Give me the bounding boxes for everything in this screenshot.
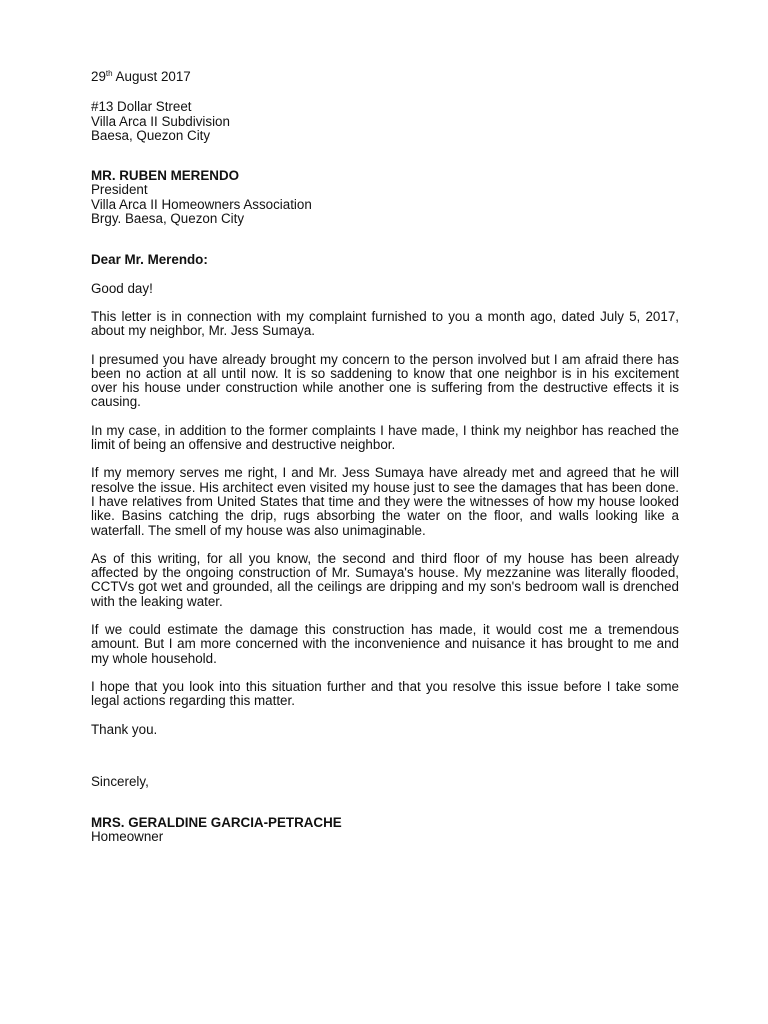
sender-address-line: #13 Dollar Street — [91, 99, 192, 115]
body-paragraph: I presumed you have already brought my concern to the person involved but I am afraid there has been no action at all until now. It is so saddening to know that one neighbor is in his excitement over his house under construction while another one is suffering from the destructive effects it is causing. — [91, 351, 679, 410]
recipient-block — [91, 169, 679, 226]
recipient-line: Brgy. Baesa, Quezon City — [91, 211, 245, 227]
letter-body — [91, 70, 679, 845]
sender-address — [91, 100, 679, 143]
date-day: 29 — [91, 69, 106, 84]
date-rest: August 2017 — [112, 69, 191, 84]
greeting: Good day! — [91, 280, 153, 296]
body-paragraph: In my case, in addition to the former complaints I have made, I think my neighbor has reached the limit of being an offensive and destructive neighbor. — [91, 422, 679, 453]
salutation: Dear Mr. Merendo: — [91, 252, 208, 268]
recipient-line: President — [91, 182, 148, 198]
sender-address-line: Baesa, Quezon City — [91, 127, 211, 143]
body-paragraph: I hope that you look into this situation further and that you resolve this issue before I take some legal actions regarding this matter. — [91, 678, 679, 709]
body-paragraph: This letter is in connection with my complaint furnished to you a month ago, dated July 5, 2017, about my neighbor, Mr. Jess Sumaya. — [91, 308, 679, 339]
recipient-name: MR. RUBEN MERENDO — [91, 168, 240, 184]
body-paragraph: If we could estimate the damage this construction has made, it would cost me a tremendous amount. But I am more concerned with the inconvenience and nuisance it has brought to me and my whole household. — [91, 622, 679, 666]
date-suffix: th — [105, 69, 113, 78]
body-paragraph: As of this writing, for all you know, the second and third floor of my house has been already affected by the ongoing construction of Mr. Sumaya's house. My mezzanine was literally flooded, CCTVs got wet and grounded, all the ceilings are dripping and my son's bedroom wall is drenched with the leaking water. — [91, 550, 679, 609]
thanks-line: Thank you. — [91, 721, 158, 737]
letter-date — [91, 70, 679, 84]
body-paragraph: If my memory serves me right, I and Mr. Jess Sumaya have already met and agreed that he will resolve the issue. His architect even visited my house just to see the damages that has been done. I have relatives from United States that time and they were the witnesses of how my house looked like. Basins catching the drip, rugs absorbing the water on the floor, and walls looking like a waterfall. The smell of my house was also unimaginable. — [91, 465, 679, 538]
signatory-title: Homeowner — [91, 829, 164, 845]
recipient-line: Villa Arca II Homeowners Association — [91, 196, 312, 212]
sender-address-line: Villa Arca II Subdivision — [91, 113, 230, 129]
signatory-name: MRS. GERALDINE GARCIA-PETRACHE — [91, 815, 342, 831]
closing: Sincerely, — [91, 773, 149, 789]
